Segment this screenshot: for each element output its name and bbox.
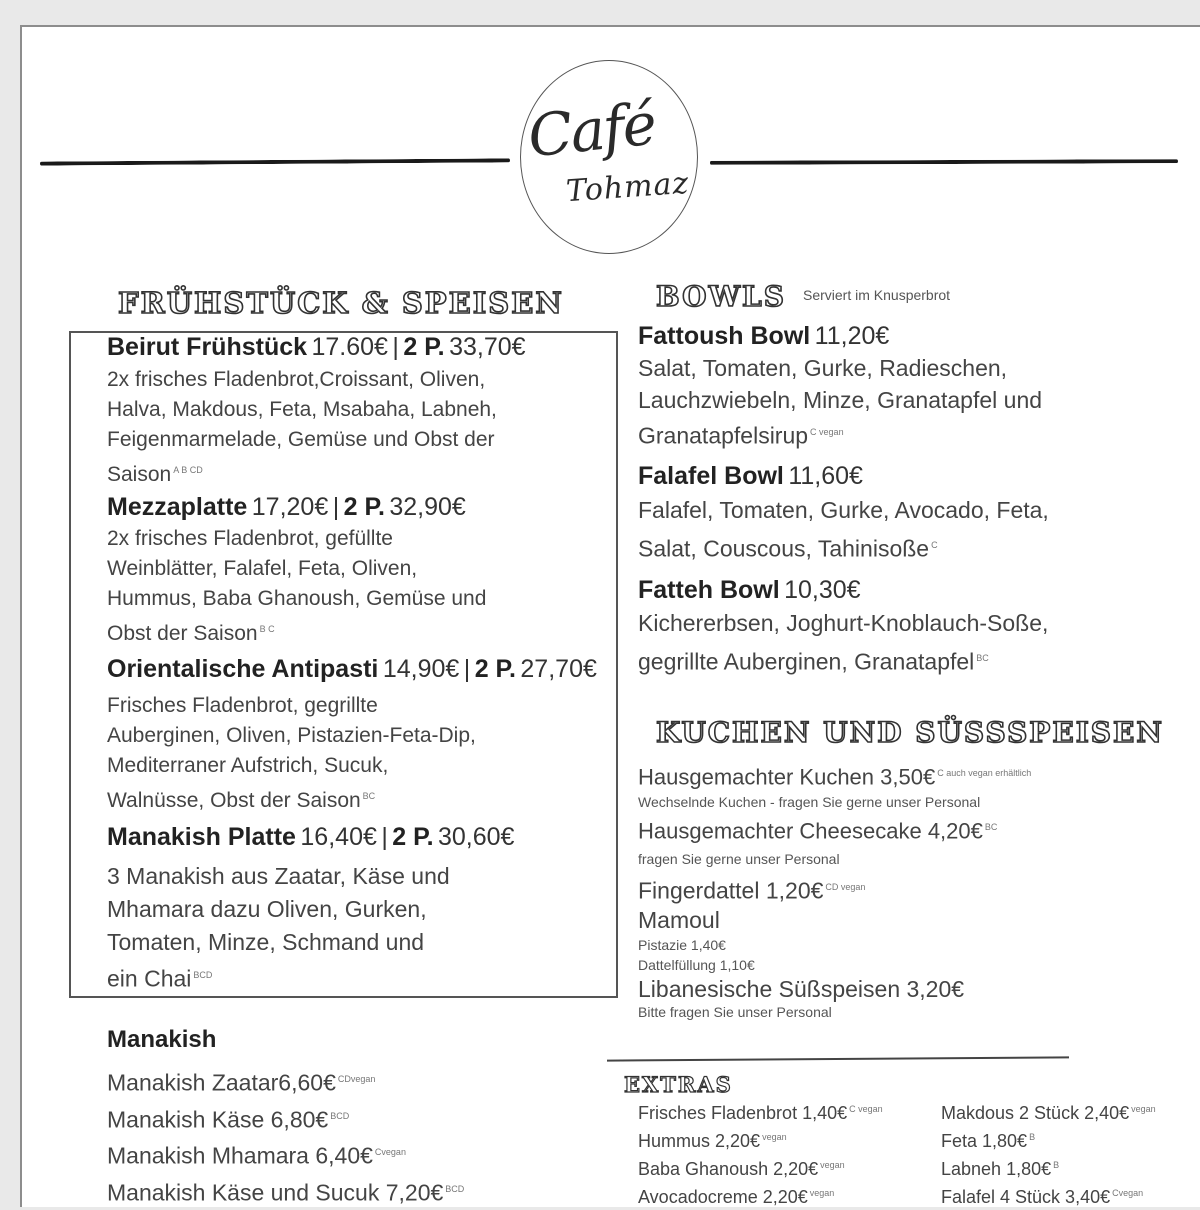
item-desc <box>107 365 497 490</box>
item-sep: | <box>381 823 388 851</box>
list-item <box>638 1125 883 1153</box>
item-name: Falafel Bowl <box>638 462 784 490</box>
item-label: Mamoul <box>638 907 720 934</box>
desc-line: Salat, Couscous, Tahinisoße <box>638 535 930 562</box>
allergen-sup: A B CD <box>173 465 203 475</box>
item-price: 17,20€ <box>251 493 329 521</box>
allergen-sup: vegan <box>820 1160 845 1170</box>
item-note: fragen Sie gerne unser Personal <box>638 850 840 867</box>
desc-line: Falafel, Tomaten, Gurke, Avocado, Feta, <box>638 497 1049 523</box>
list-item <box>107 1100 464 1137</box>
desc-line: 2x frisches Fladenbrot, gefüllte <box>107 527 393 550</box>
desc-line: Lauchzwiebeln, Minze, Granatapfel und <box>638 387 1043 413</box>
item-label: Hummus 2,20€ <box>638 1131 761 1151</box>
list-item <box>107 1173 464 1210</box>
item-beirut <box>107 333 526 362</box>
manakish-title: Manakish <box>107 1026 217 1053</box>
bowl-falafel <box>638 462 863 491</box>
item-label: Feta 1,80€ <box>941 1131 1028 1151</box>
item-sep: | <box>463 655 471 683</box>
item-desc <box>638 493 1049 567</box>
allergen-sup: BC <box>362 791 376 801</box>
item-note: Bitte fragen Sie unser Personal <box>638 1004 832 1021</box>
item-note: Wechselnde Kuchen - fragen Sie gerne unser Personal <box>638 794 981 811</box>
item-name: Fatteh Bowl <box>638 576 780 604</box>
bowl-fattoush <box>638 322 889 351</box>
allergen-sup: C vegan <box>810 427 844 437</box>
list-item <box>107 1063 464 1100</box>
list-item <box>107 1136 464 1173</box>
item-label: Manakish Mhamara 6,40€ <box>107 1142 373 1169</box>
allergen-sup: C <box>931 540 938 550</box>
list-item <box>638 1097 883 1125</box>
item-price2: 33,70€ <box>449 333 526 361</box>
list-item <box>638 813 1031 845</box>
item-label: Libanesische Süßspeisen 3,20€ <box>638 976 965 1003</box>
list-item <box>638 1153 883 1181</box>
item-sep: | <box>332 493 340 521</box>
item-label: Avocadocreme 2,20€ <box>638 1187 808 1207</box>
desc-line: Saison <box>107 463 172 486</box>
desc-line: Frisches Fladenbrot, gegrillte <box>107 694 378 717</box>
item-label: Falafel 4 Stück 3,40€ <box>941 1187 1111 1207</box>
item-2p: 2 P. <box>343 493 385 521</box>
fruehstueck-title: FRÜHSTÜCK & SPEISEN <box>118 286 564 320</box>
allergen-sup: BC <box>984 822 998 833</box>
desc-line: gegrillte Auberginen, Granatapfel <box>638 648 975 675</box>
item-sep: | <box>392 333 399 361</box>
allergen-sup: C auch vegan erhältlich <box>937 768 1032 778</box>
allergen-sup: B <box>1053 1160 1060 1170</box>
item-price: 10,30€ <box>784 576 861 604</box>
item-label: Makdous 2 Stück 2,40€ <box>941 1103 1130 1123</box>
item-price: 11,60€ <box>788 462 863 490</box>
allergen-sup: vegan <box>809 1188 835 1198</box>
desc-line: Mediterraner Aufstrich, Sucuk, <box>107 754 389 777</box>
item-label: Fingerdattel 1,20€ <box>638 877 824 904</box>
extras-left-list <box>638 1097 883 1209</box>
allergen-sup: C vegan <box>849 1104 883 1114</box>
item-antipasti <box>107 655 597 684</box>
allergen-sup: BCD <box>445 1183 465 1194</box>
item-price2: 32,90€ <box>389 493 466 521</box>
allergen-sup: BCD <box>193 970 213 980</box>
allergen-sup: vegan <box>762 1132 787 1142</box>
item-desc <box>638 606 1048 680</box>
list-item <box>941 1153 1156 1181</box>
allergen-sup: Cvegan <box>374 1147 406 1158</box>
desc-line: Tomaten, Minze, Schmand und <box>107 929 425 955</box>
bowl-fatteh <box>638 576 861 605</box>
allergen-sup: Cvegan <box>1112 1188 1144 1198</box>
allergen-sup: B <box>1029 1132 1036 1142</box>
item-price: 16,40€ <box>300 823 377 851</box>
list-item <box>638 759 1031 791</box>
item-label: Hausgemachter Cheesecake 4,20€ <box>638 818 983 844</box>
item-desc <box>107 860 450 996</box>
item-name: Mezzaplatte <box>107 493 248 521</box>
item-name: Orientalische Antipasti <box>107 655 379 683</box>
desc-line: Salat, Tomaten, Gurke, Radieschen, <box>638 355 1008 381</box>
desc-line: ein Chai <box>107 965 192 992</box>
item-price2: 27,70€ <box>520 655 597 683</box>
desc-line: Weinblätter, Falafel, Feta, Oliven, <box>107 557 418 580</box>
allergen-sup: B C <box>259 624 275 634</box>
logo-cafe-text: Café <box>524 89 658 171</box>
item-label: Manakish Käse 6,80€ <box>107 1106 329 1133</box>
desc-line: 2x frisches Fladenbrot,Croissant, Oliven, <box>107 368 486 391</box>
desc-line: 3 Manakish aus Zaatar, Käse und <box>107 863 450 889</box>
item-2p: 2 P. <box>474 655 516 683</box>
item-desc <box>107 691 476 816</box>
list-item <box>638 872 1031 906</box>
item-desc <box>638 352 1042 452</box>
item-name: Fattoush Bowl <box>638 322 811 350</box>
item-label: Hausgemachter Kuchen 3,50€ <box>638 764 936 790</box>
desc-line: Kichererbsen, Joghurt-Knoblauch-Soße, <box>638 610 1049 636</box>
item-label: Frisches Fladenbrot 1,40€ <box>638 1103 848 1123</box>
allergen-sup: vegan <box>1131 1104 1156 1114</box>
item-desc <box>107 524 486 649</box>
desc-line: Mhamara dazu Oliven, Gurken, <box>107 896 427 922</box>
list-item <box>638 1181 883 1209</box>
item-manakish-platte <box>107 823 514 852</box>
desc-line: Hummus, Baba Ghanoush, Gemüse und <box>107 587 487 610</box>
allergen-sup: CD vegan <box>825 881 866 892</box>
kuchen-list <box>638 759 1031 1021</box>
item-note: Pistazie 1,40€ <box>638 937 726 954</box>
item-label: Baba Ghanoush 2,20€ <box>638 1159 819 1179</box>
allergen-sup: BCD <box>330 1110 350 1121</box>
list-item <box>941 1181 1156 1209</box>
manakish-list <box>107 1063 464 1210</box>
item-2p: 2 P. <box>392 823 434 851</box>
allergen-sup: BC <box>976 653 989 663</box>
extras-right-list <box>941 1097 1156 1209</box>
desc-line: Walnüsse, Obst der Saison <box>107 789 361 812</box>
item-label: Manakish Zaatar6,60€ <box>107 1069 336 1096</box>
item-price: 11,20€ <box>814 322 890 350</box>
item-name: Beirut Frühstück <box>107 333 308 361</box>
bowls-subtitle: Serviert im Knusperbrot <box>803 287 951 303</box>
desc-line: Halva, Makdous, Feta, Msabaha, Labneh, <box>107 398 497 421</box>
allergen-sup: CDvegan <box>337 1074 376 1084</box>
item-2p: 2 P. <box>403 333 445 361</box>
logo-name-text: Tohmaz <box>564 165 691 210</box>
item-price: 14,90€ <box>382 655 460 683</box>
list-item <box>941 1125 1156 1153</box>
desc-line: Obst der Saison <box>107 622 258 645</box>
list-item <box>941 1097 1156 1125</box>
item-label: Manakish Käse und Sucuk 7,20€ <box>107 1179 444 1206</box>
item-name: Manakish Platte <box>107 823 296 851</box>
item-mezzaplatte <box>107 493 466 522</box>
item-label: Labneh 1,80€ <box>941 1159 1052 1179</box>
desc-line: Auberginen, Oliven, Pistazien-Feta-Dip, <box>107 724 476 747</box>
extras-title: EXTRAS <box>624 1072 733 1097</box>
item-note: Dattelfüllung 1,10€ <box>638 957 755 974</box>
desc-line: Feigenmarmelade, Gemüse und Obst der <box>107 428 495 451</box>
item-price: 17.60€ <box>311 333 388 361</box>
kuchen-title: KUCHEN UND SÜSSSPEISEN <box>656 716 1164 749</box>
bowls-title: BOWLS <box>656 280 786 313</box>
desc-line: Granatapfelsirup <box>638 422 809 449</box>
item-price2: 30,60€ <box>437 823 515 851</box>
